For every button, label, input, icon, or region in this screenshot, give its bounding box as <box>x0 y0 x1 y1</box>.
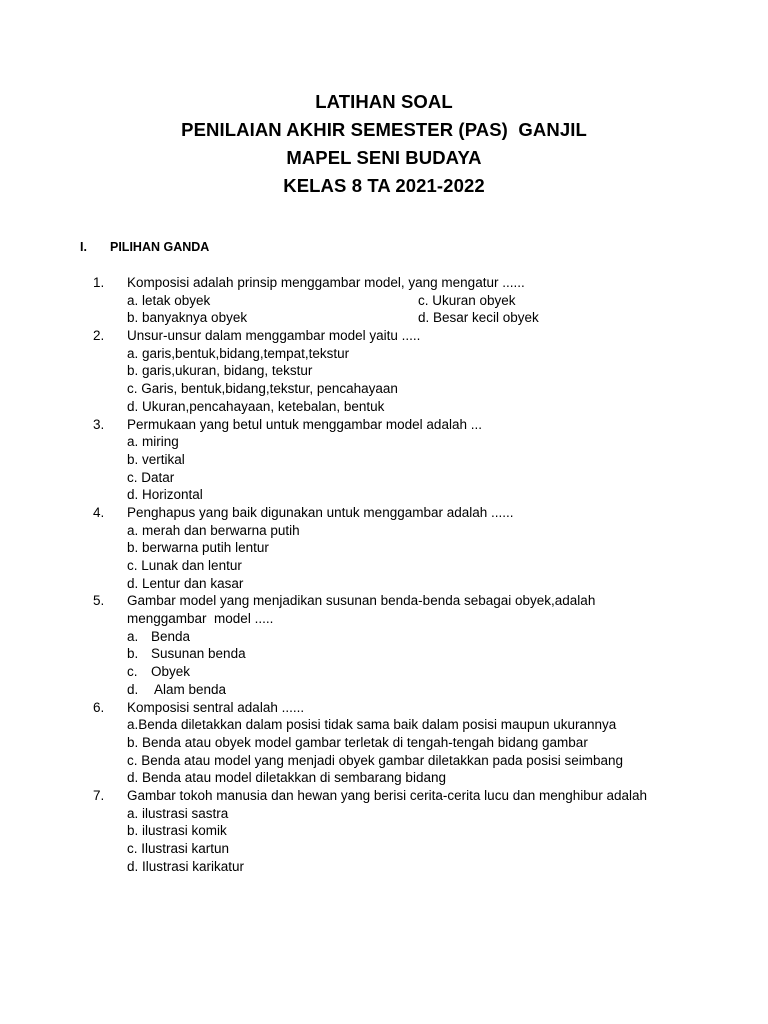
option-d <box>127 681 226 699</box>
section-label: PILIHAN GANDA <box>110 240 210 254</box>
option-c: c. Garis, bentuk,bidang,tekstur, pencahayaan <box>127 381 398 397</box>
question-number: 7. <box>93 787 105 803</box>
question-text: Penghapus yang baik digunakan untuk menggambar adalah ...... <box>127 504 514 520</box>
option-d: d. Ukuran,pencahayaan, ketebalan, bentuk <box>127 398 385 414</box>
option-d: d. Lentur dan kasar <box>127 575 244 591</box>
option-a: a. ilustrasi sastra <box>127 805 229 821</box>
question-text: Komposisi sentral adalah ...... <box>127 699 305 715</box>
question-2 <box>0 327 768 415</box>
option-text: Susunan benda <box>151 646 246 662</box>
question-number: 2. <box>93 328 105 344</box>
option-letter: d. <box>127 681 139 697</box>
question-list <box>0 274 768 875</box>
question-text-line-1: Gambar model yang menjadikan susunan benda-benda sebagai obyek,adalah <box>127 593 596 609</box>
question-5 <box>0 592 768 698</box>
question-1 <box>0 274 768 327</box>
question-3 <box>0 416 768 504</box>
title-line-1: LATIHAN SOAL <box>315 91 453 112</box>
option-b: b. vertikal <box>127 451 185 467</box>
question-text: Permukaan yang betul untuk menggambar model adalah ... <box>127 416 482 432</box>
option-a: a.Benda diletakkan dalam posisi tidak sama baik dalam posisi maupun ukurannya <box>127 717 617 733</box>
option-b: b. Benda atau obyek model gambar terletak di tengah-tengah bidang gambar <box>127 734 588 750</box>
option-text: Alam benda <box>151 681 227 697</box>
option-c: c. Benda atau model yang menjadi obyek gambar diletakkan pada posisi seimbang <box>127 752 624 768</box>
option-a: a. miring <box>127 434 179 450</box>
question-text: Unsur-unsur dalam menggambar model yaitu ..... <box>127 328 421 344</box>
question-number: 1. <box>93 275 105 290</box>
option-b: b. ilustrasi komik <box>127 823 227 839</box>
title-line-3: MAPEL SENI BUDAYA <box>286 147 482 168</box>
question-7 <box>0 787 768 875</box>
option-a: a. letak obyek <box>127 292 211 308</box>
question-text: Komposisi adalah prinsip menggambar model, yang mengatur ...... <box>127 275 525 290</box>
option-c: c. Ilustrasi kartun <box>127 841 230 856</box>
option-letter: c. <box>127 664 138 680</box>
option-b: b. banyaknya obyek <box>127 310 248 326</box>
option-d: d. Ilustrasi karikatur <box>127 858 245 874</box>
section-number: I. <box>80 240 87 254</box>
section-heading <box>80 240 209 254</box>
option-d: d. Horizontal <box>127 487 203 503</box>
option-a: a. merah dan berwarna putih <box>127 522 300 538</box>
document-title <box>0 88 768 200</box>
option-d: d. Besar kecil obyek <box>418 310 539 326</box>
option-text: Benda <box>151 628 191 644</box>
option-text: Obyek <box>151 664 191 680</box>
question-number: 3. <box>93 416 105 432</box>
option-a: a. garis,bentuk,bidang,tempat,tekstur <box>127 345 350 361</box>
option-c: c. Lunak dan lentur <box>127 558 242 573</box>
option-b: b. garis,ukuran, bidang, tekstur <box>127 363 313 379</box>
option-d: d. Benda atau model diletakkan di sembarang bidang <box>127 770 446 786</box>
option-c: c. Ukuran obyek <box>418 292 516 308</box>
question-number: 6. <box>93 699 105 715</box>
option-a <box>127 628 190 646</box>
option-c <box>127 663 190 681</box>
option-c: c. Datar <box>127 469 175 485</box>
question-text-line-2: menggambar model ..... <box>127 611 274 627</box>
title-line-2: PENILAIAN AKHIR SEMESTER (PAS) GANJIL <box>181 119 587 140</box>
question-number: 5. <box>93 593 105 609</box>
question-number: 4. <box>93 504 105 520</box>
question-text: Gambar tokoh manusia dan hewan yang berisi cerita-cerita lucu dan menghibur adalah <box>127 787 648 803</box>
option-letter: a. <box>127 628 139 644</box>
option-b <box>127 645 246 663</box>
question-4 <box>0 504 768 592</box>
option-letter: b. <box>127 646 139 662</box>
question-6 <box>0 699 768 787</box>
title-line-4: KELAS 8 TA 2021-2022 <box>283 175 485 196</box>
option-b: b. berwarna putih lentur <box>127 540 269 556</box>
